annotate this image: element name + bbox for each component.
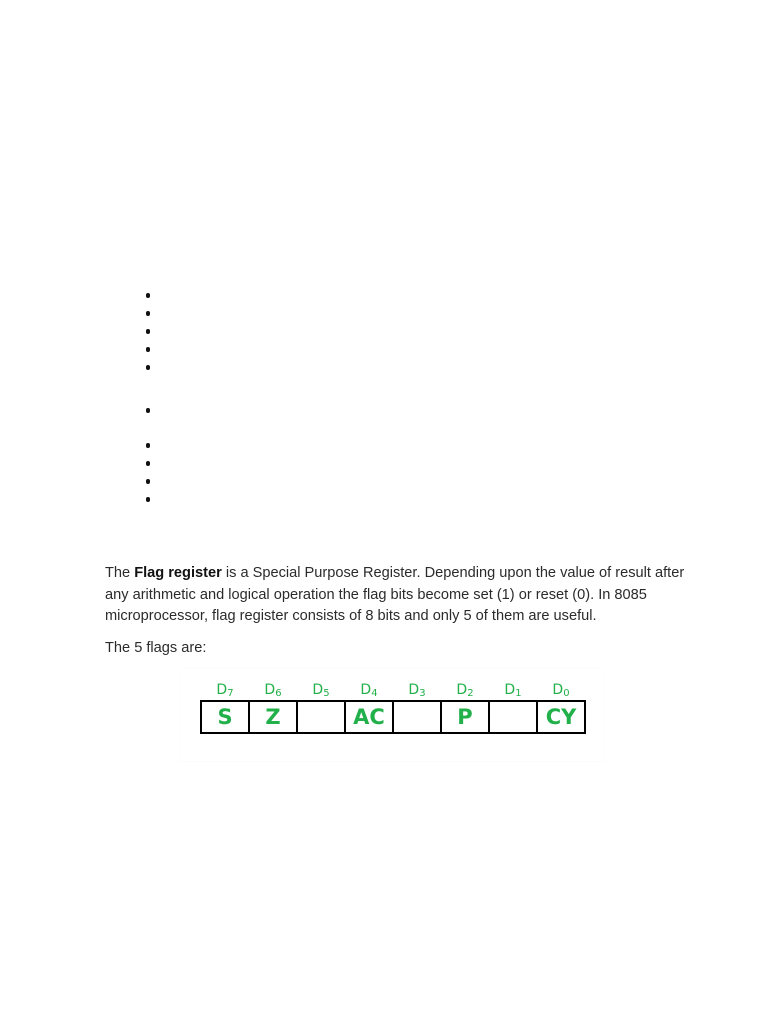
list-bullet xyxy=(146,479,151,484)
list-bullet xyxy=(146,329,151,334)
flags-intro: The 5 flags are: xyxy=(105,640,207,656)
bit-label: D6 xyxy=(264,682,282,699)
bit-label: D7 xyxy=(216,682,234,699)
flag-cell-label: S xyxy=(217,705,233,729)
bit-label: D0 xyxy=(552,682,570,699)
flag-cell-label: CY xyxy=(545,705,577,729)
list-bullet xyxy=(146,461,151,466)
paragraph-body: is a Special Purpose Register. Depending upon the value of result after any arithmetic and logical operation the flag bits become set (1) or reset (0). In 8085 microprocessor, flag register consists of 8 bits and only 5 of them are useful. xyxy=(105,565,685,624)
bit-label: D3 xyxy=(408,682,426,699)
list-bullet xyxy=(146,408,151,413)
list-bullet xyxy=(146,365,151,370)
list-bullet xyxy=(146,497,151,502)
flag-cell-label: P xyxy=(457,705,473,729)
bit-label: D5 xyxy=(312,682,330,699)
flag-register-svg xyxy=(180,669,604,761)
list-bullet xyxy=(146,443,151,448)
flag-register-description xyxy=(105,563,705,628)
list-bullet xyxy=(146,293,151,298)
flag-register-term: Flag register xyxy=(134,565,222,581)
flag-register-diagram xyxy=(180,669,604,761)
bit-label: D4 xyxy=(360,682,378,699)
paragraph-prefix: The xyxy=(105,565,135,581)
flag-cell-label: Z xyxy=(265,705,281,729)
list-bullet xyxy=(146,347,151,352)
bit-label: D1 xyxy=(504,682,522,699)
list-bullet xyxy=(146,311,151,316)
bit-label: D2 xyxy=(456,682,474,699)
flag-cell-label: AC xyxy=(353,705,385,729)
